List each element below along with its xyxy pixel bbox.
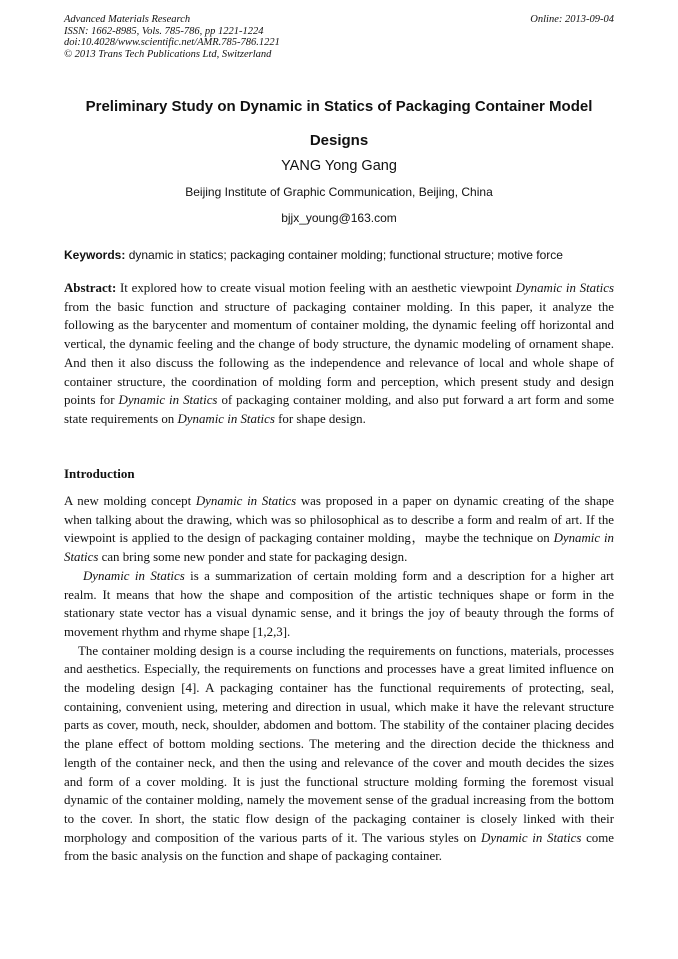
intro-text: was proposed in a paper on dynamic creating of the shape when talking about the drawing, which was so philosophical as to describe a form and realm of art. If the viewpoint is applied to the design of packaging container molding，maybe the technique on [64, 494, 614, 546]
abstract-label: Abstract: [64, 281, 117, 295]
intro-text: The container molding design is a course including the requirements on functions, materials, processes and aesthetics. Especially, the requirements on functions and processes have a great limited influence on the modeling design [4]. A packaging container has the functional requirements of protecting, seal, containing, convenient using, metering and direction in usual, which make it have the relevant structure parts as cover, mouth, neck, shoulder, abdomen and bottom. The stability of the container placing decides the plane effect of bottom molding sections. The metering and the direction decide the thickness and length of the container neck, and then the using and relevance of the cover and mouth decides the sizes and form of a cover molding. It is just the functional structure molding forming the foremost visual dynamic of the container molding, namely the movement sense of the gradual increasing from the bottom to the cover. In short, the static flow design of the packaging container is closely linked with their morphology and composition of the various parts of it. The various styles on [64, 643, 614, 845]
online-date: Online: 2013-09-04 [530, 14, 614, 25]
abstract-emphasis: Dynamic in Statics [118, 393, 218, 408]
intro-emphasis: Dynamic in Statics [481, 830, 582, 845]
intro-paragraph-1 [64, 492, 614, 567]
abstract-text: from the basic function and structure of packaging container molding. In this paper, it analyze the following as the barycenter and momentum of container molding, the dynamic feeling off horizontal and vertical, the dynamic feeling and the change of body structure, the dynamic modeling of ornament shape. And then it also discuss the following as the independence and relevance of local and whole shape of container structure, the coordination of molding form and perception, which present study and design points for [64, 299, 614, 408]
keywords-text: dynamic in statics; packaging container molding; functional structure; motive force [128, 248, 563, 262]
intro-text: is a summarization of certain molding form and a description for a higher art realm. It means that how the shape and composition of the artistic techniques shape or form in the stationary state vector has a visual dynamic sense, and it brings the joy of beauty through the forms of movement rhythm and rhyme shape [1,2,3]. [64, 568, 614, 639]
copyright-line: © 2013 Trans Tech Publications Ltd, Switzerland [64, 48, 272, 60]
intro-emphasis: Dynamic in Statics [83, 568, 185, 583]
abstract-emphasis: Dynamic in Statics [515, 281, 614, 295]
doi-line: doi:10.4028/www.scientific.net/AMR.785-786.1221 [64, 37, 280, 49]
intro-text: come from the basic analysis on the function and shape of packaging container. [64, 830, 614, 864]
author-affiliation: Beijing Institute of Graphic Communication, Beijing, China [185, 185, 493, 199]
introduction-body [64, 492, 614, 866]
journal-header [64, 14, 614, 60]
author-name: YANG Yong Gang [281, 158, 397, 174]
intro-paragraph-2 [64, 567, 614, 642]
intro-paragraph-3 [64, 642, 614, 866]
intro-text: can bring some new ponder and state for packaging design. [98, 550, 408, 565]
abstract-emphasis: Dynamic in Statics [177, 411, 275, 426]
abstract-paragraph [64, 279, 614, 429]
introduction-heading: Introduction [64, 466, 135, 481]
intro-emphasis: Dynamic in Statics [195, 494, 297, 508]
keywords-line [64, 248, 624, 262]
issn-line: ISSN: 1662-8985, Vols. 785-786, pp 1221-1224 [64, 25, 264, 37]
abstract-text: of packaging container molding, and also put forward a art form and some state requirements on [64, 393, 614, 426]
intro-emphasis: Dynamic in Statics [64, 531, 614, 565]
paper-title: Preliminary Study on Dynamic in Statics of Packaging Container Model Designs [85, 98, 593, 149]
intro-text: A new molding concept [64, 494, 196, 508]
abstract-text: It explored how to create visual motion feeling with an aesthetic viewpoint [116, 281, 516, 295]
journal-name: Advanced Materials Research [64, 14, 191, 25]
author-email: bjjx_young@163.com [281, 211, 397, 225]
keywords-label: Keywords: [64, 248, 126, 262]
abstract-text: for shape design. [274, 411, 366, 426]
